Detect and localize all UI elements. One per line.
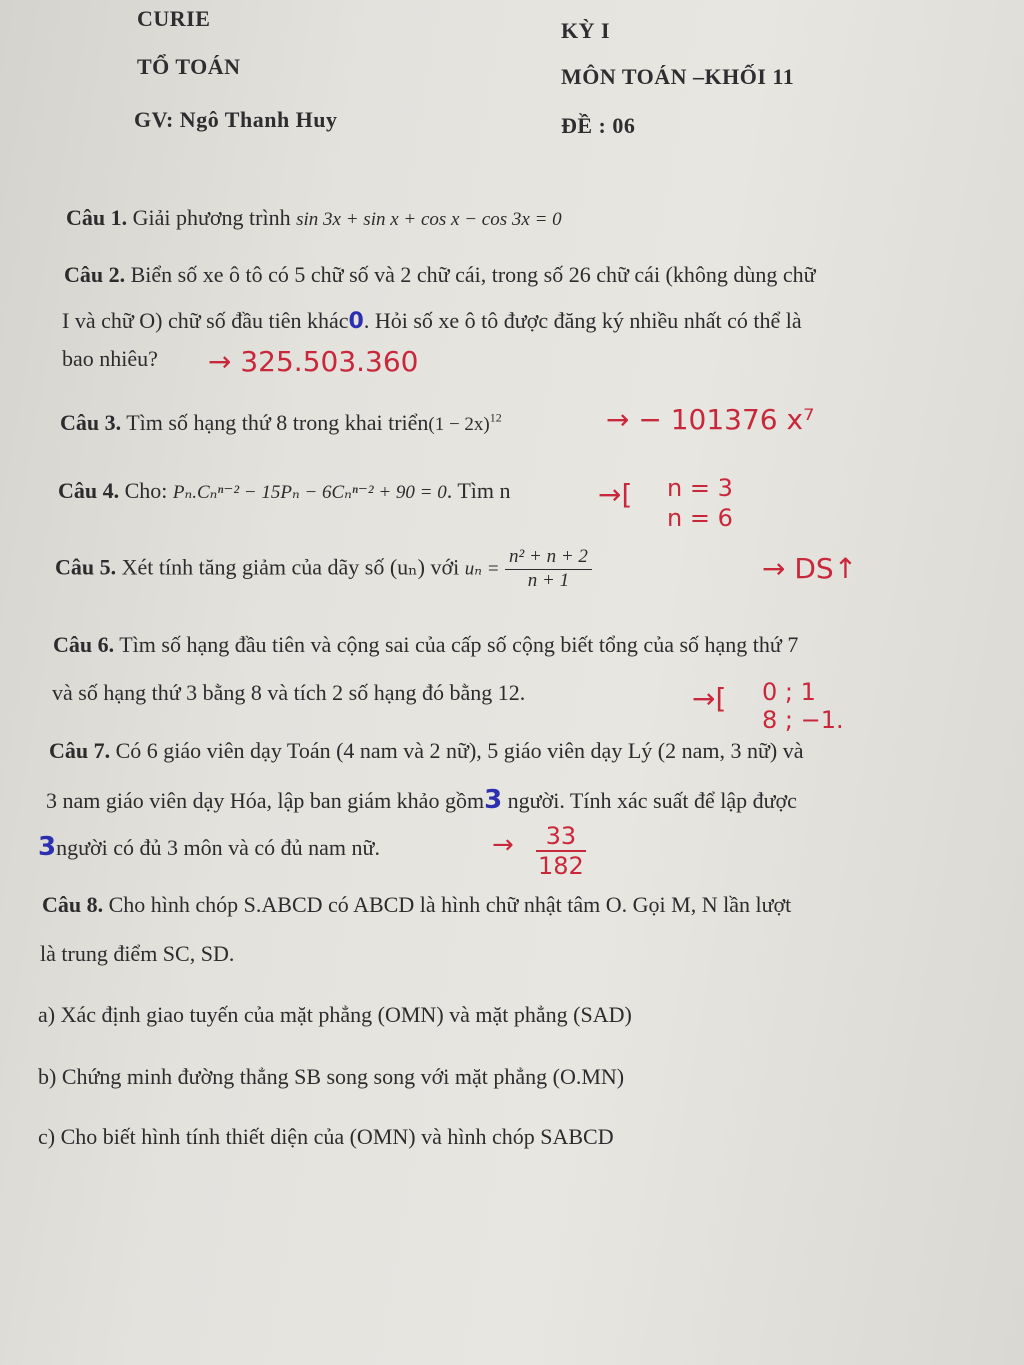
question-text: Giải phương trình [132,205,291,230]
question-2-line-2 [62,308,802,335]
question-8-line-2 [40,941,234,967]
department: TỔ TOÁN [137,54,241,79]
question-label: Câu 3. [60,410,122,435]
q3-handwritten-answer: → − 101376 x⁷ [606,403,815,436]
question-text: bao nhiêu? [62,346,158,371]
probability-fraction [536,822,586,880]
question-text: 3 nam giáo viên dạy Hóa, lập ban giám khảo gồm [46,788,485,813]
question-3 [60,410,502,437]
question-2-line-1 [64,262,816,288]
question-label: Câu 7. [49,738,111,763]
handwritten-zero: 0 [348,309,364,334]
question-7-line-3 [38,832,380,863]
handwritten-three: 3 [38,832,57,862]
question-text: Xét tính tăng giảm của dãy số (uₙ) với [121,554,460,580]
question-label: Câu 4. [58,478,120,503]
teacher: GV: Ngô Thanh Huy [134,107,338,132]
question-8-part-a: a) Xác định giao tuyến của mặt phẳng (OMN) và mặt phẳng (SAD) [38,1002,632,1027]
denominator: 182 [538,852,584,880]
question-text: người. Tính xác suất để lập được [507,788,797,813]
question-8-line-1 [42,892,791,918]
question-text: người có đủ 3 môn và có đủ nam nữ. [56,835,380,860]
question-text: I và chữ O) chữ số đầu tiên khác [62,308,349,333]
question-1 [66,205,562,232]
question-text: Cho: [124,478,168,503]
q6-answer-2: 8 ; −1. [762,706,844,734]
q7-arrow: → [492,830,514,860]
question-6-line-1 [53,632,798,658]
exponent: 12 [489,410,502,425]
question-label: Câu 1. [66,205,128,230]
question-text: . Tìm n [446,478,511,503]
question-4 [58,478,511,505]
binomial: (1 − 2x) [428,414,490,435]
denominator: n + 1 [527,569,570,591]
question-label: Câu 6. [53,632,115,657]
question-text: là trung điểm SC, SD. [40,941,235,966]
q2-handwritten-answer: → 325.503.360 [208,345,419,378]
question-8-part-c: c) Cho biết hình tính thiết diện của (OMN) và hình chóp SABCD [38,1124,614,1149]
q4-answer-1: n = 3 [667,474,733,502]
question-7-line-2 [46,785,797,816]
question-text: Tìm số hạng thứ 8 trong khai triển [126,410,429,435]
question-5 [55,546,592,593]
sequence-lhs: uₙ = [464,558,500,580]
question-text: Tìm số hạng đầu tiên và cộng sai của cấp số cộng biết tổng của số hạng thứ 7 [119,632,799,657]
question-text: Biển số xe ô tô có 5 chữ số và 2 chữ cái, trong số 26 chữ cái (không dùng chữ [130,262,816,287]
question-2-line-3 [62,346,158,372]
q4-arrow: →[ [598,478,633,511]
question-6-line-2 [52,680,525,706]
exam-code: ĐỀ : 06 [561,113,636,138]
subject: MÔN TOÁN –KHỐI 11 [561,64,795,89]
question-label: Câu 8. [42,892,104,917]
school-name: CURIE [137,6,211,31]
question-label: Câu 2. [64,262,126,287]
q5-handwritten-answer: → DS↑ [762,552,858,585]
question-text: Cho hình chóp S.ABCD có ABCD là hình chữ nhật tâm O. Gọi M, N lần lượt [108,892,792,917]
q6-answer-1: 0 ; 1 [762,678,816,706]
q6-arrow: →[ [692,682,727,715]
q7-answer [536,822,586,880]
handwritten-three: 3 [484,785,503,815]
sequence-fraction [505,546,592,593]
question-text: Có 6 giáo viên dạy Toán (4 nam và 2 nữ), 5 giáo viên dạy Lý (2 nam, 3 nữ) và [115,738,804,763]
exam-term: KỲ I [561,18,611,43]
equation: sin 3x + sin x + cos x − cos 3x = 0 [296,209,562,230]
question-8-part-b: b) Chứng minh đường thẳng SB song song với mặt phẳng (O.MN) [38,1064,625,1089]
numerator: 33 [536,822,586,852]
equation: Pₙ.Cₙⁿ⁻² − 15Pₙ − 6Cₙⁿ⁻² + 90 = 0 [172,482,447,503]
question-label: Câu 5. [55,554,117,580]
question-text: và số hạng thứ 3 bằng 8 và tích 2 số hạng đó bằng 12. [52,680,526,705]
q4-answer-2: n = 6 [667,504,733,532]
question-text: . Hỏi số xe ô tô được đăng ký nhiều nhất có thể là [363,308,802,333]
question-7-line-1 [49,738,803,764]
numerator: n² + n + 2 [505,546,592,570]
